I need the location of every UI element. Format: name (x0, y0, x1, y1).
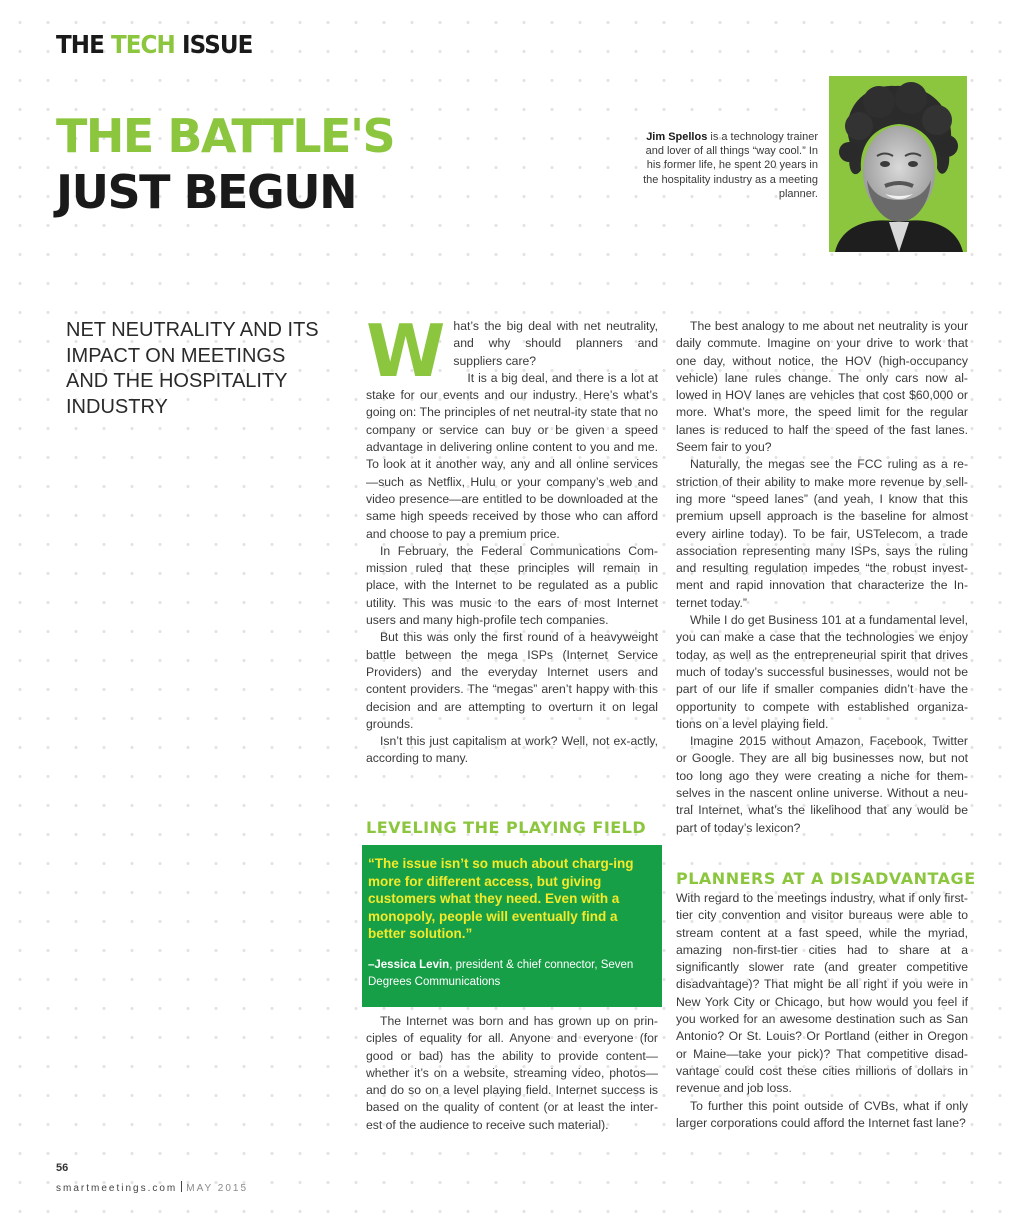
article-deck: NET NEUTRALITY AND ITS IMPACT ON MEETINGS AND THE HOSPITALITY INDUSTRY (66, 319, 319, 418)
author-photo (829, 76, 967, 252)
paragraph: Naturally, the megas see the FCC ruling as a re-striction of their ability to make more revenue by sell-ing more “speed lanes” (and yeah, I know that this premium upsell approach is the baseline for almost every airline today). To be fair, USTelecom, a trade association representing many ISPs, says the ruling and resulting regulation impedes “the robust invest-ment and rapid innovation that characterize the In-ternet today.” (676, 457, 968, 610)
author-portrait-image (829, 76, 967, 252)
author-bio (640, 130, 818, 201)
paragraph: It is a big deal, and there is a lot at stake for our events and our industry. Here’s what’s going on: The principles of net neutral-ity state that no company or service can buy or be given a speed advantage in delivering online content to you and me. To look at it another way, any and all online services—such as Netflix, Hulu or your company’s web and video presence—are entitled to be downloaded at the same high speeds received by those who can afford and choose to pay a premium price. (366, 370, 658, 541)
article-column-1-continued (366, 1013, 658, 1134)
pull-quote (362, 845, 662, 1007)
headline-line-1: THE BATTLE'S (56, 109, 395, 163)
paragraph: While I do get Business 101 at a fundamental level, you can make a case that the technologies we enjoy today, as well as the entrepreneurial spirit that drives much of today’s successful businesses, would not be part of our life if smaller companies didn’t have the opportunity to compete with established organiza-tions on a level playing field. (676, 613, 968, 731)
section-label-the: THE (56, 30, 104, 59)
pull-quote-attribution (368, 957, 656, 991)
section-label (56, 30, 252, 59)
footer-site: smartmeetings.com (56, 1183, 178, 1194)
footer-divider (181, 1181, 182, 1192)
pull-quote-text: “The issue isn’t so much about charg-ing more for different access, but giving customers what they need. Even with a monopoly, people will eventually find a better solution.” (368, 856, 634, 941)
footer-issue: MAY 2015 (186, 1183, 249, 1194)
section-label-tech: TECH (110, 30, 175, 59)
article-column-1 (366, 309, 658, 768)
paragraph: Imagine 2015 without Amazon, Facebook, Twitter or Google. They are all big businesses now, but not too long ago they were creating a niche for them-selves in the nascent online universe. Without a neu-tral Internet, what’s the likelihood that any would be part of today’s lexicon? (676, 734, 968, 835)
subhead-planners: PLANNERS AT A DISADVANTAGE (676, 869, 976, 888)
subhead-leveling: LEVELING THE PLAYING FIELD (366, 818, 647, 837)
page-number: 56 (56, 1162, 69, 1174)
headline-line-2: JUST BEGUN (56, 165, 357, 219)
paragraph: In February, the Federal Communications Com-mission ruled that these principles will remain in place, with the Internet to be regulated as a public utility. This was music to the ears of most Internet users and many high-profile tech companies. (366, 543, 658, 628)
author-name: Jim Spellos (646, 131, 708, 143)
paragraph: Isn’t this just capitalism at work? Well, not ex-actly, according to many. (366, 734, 658, 766)
quote-author-title: , president & chief connector, Seven Degrees Communications (368, 958, 634, 988)
author-bio-text: is a technology trainer and lover of all things “way cool.” In his former life, he spent 20 years in the hospitality industry as a meeting planner. (643, 131, 818, 200)
footer (56, 1181, 248, 1194)
quote-author-name: –Jessica Levin (368, 958, 450, 971)
paragraph: hat’s the big deal with net neutrality, and why should planners and suppliers care? (453, 319, 658, 368)
paragraph: The Internet was born and has grown up on prin-ciples of equality for all. Anyone and everyone (for good or bad) has the ability to provide content—whether it’s on a website, streaming video, photos—and do so on a level playing field. Internet success is based on the quality of content (or at least the inter-est of the audience to receive such material). (366, 1014, 658, 1132)
headline (56, 108, 436, 220)
paragraph: The best analogy to me about net neutrality is your daily commute. Imagine on your drive to work that one day, without notice, the HOV (high-occupancy vehicle) lane rules change. The only cars now al-lowed in HOV lanes are vehicles that cost $60,000 or more. What’s more, the speed limit for the regular lanes is reduced to half the speed of the fast lanes. Seem fair to you? (676, 319, 968, 455)
paragraph: With regard to the meetings industry, what if only first-tier city convention and visitor bureaus were able to stream content at a fast speed, while the myriad, amazing non-first-tier cities had to share at a significantly slower rate (and greater competitive disadvantage)? That might be all right if you were in New York City or Chicago, but how would you feel if you worked for an awesome destination such as San Antonio? Or St. Louis? Or Portland (either in Oregon or Maine—take your pick)? That competitive disad-vantage could cost these cities millions of dollars in revenue and job loss. (676, 891, 968, 1096)
article-column-2-continued (676, 890, 968, 1132)
paragraph: To further this point outside of CVBs, what if only larger corporations could afford the Internet fast lane? (676, 1098, 968, 1130)
drop-cap: W (366, 309, 446, 393)
article-column-2 (676, 318, 968, 837)
section-label-issue: ISSUE (181, 30, 253, 59)
paragraph: But this was only the first round of a heavyweight battle between the mega ISPs (Internet Service Providers) and the everyday Internet users and content providers. The “megas” aren’t happy with this decision and are attempting to overturn it on legal grounds. (366, 630, 658, 731)
